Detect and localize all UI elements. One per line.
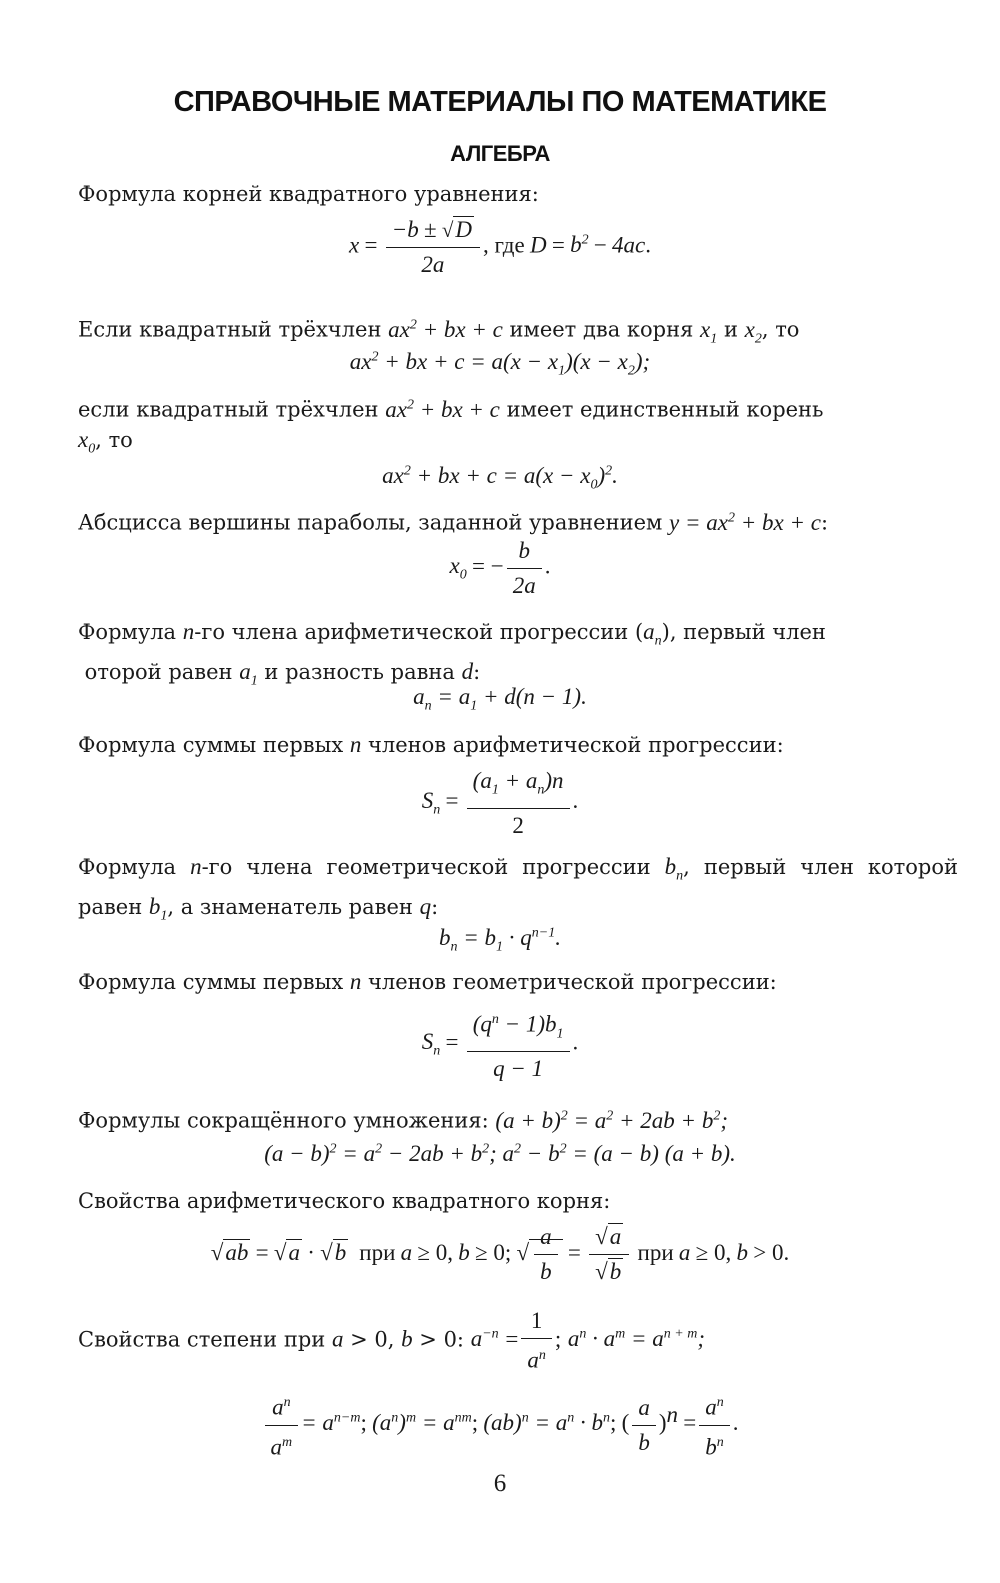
arithmetic-nth-term-formula: $a_n = a_1 + d(n - 1)$. bbox=[413, 684, 587, 714]
quadratic-roots-text: Формула корней квадратного уравнения: bbox=[78, 182, 539, 206]
section-title: АЛГЕБРА bbox=[450, 141, 550, 166]
arithmetic-sum-text: Формула суммы первых n членов арифметической прогрессии: bbox=[78, 732, 784, 757]
parabola-vertex-text: Абсцисса вершины параболы, заданной уравнением $y = ax^2$ + bx + c: bbox=[78, 509, 829, 535]
quadratic-roots-formula: x = $\frac{-b \pm √D}{2a}$ , где $D = b^2 - 4ac$. bbox=[348, 217, 652, 277]
short-multiplication-formula: $(a - b)^2 = a^2 - 2ab + b^2$; $a^2 - b^2 = (a - b) (a + b)$. bbox=[264, 1140, 736, 1166]
factorization-single-root-text: если квадратный трёхчлен $ax^2$ + bx + c имеет единственный корень $x_0$, то bbox=[78, 396, 824, 457]
short-multiplication-text: Формулы сокращённого умножения: $(a + b)^2 = a^2 + 2ab + b^2$; bbox=[78, 1107, 728, 1133]
parabola-vertex-formula: $x_0$ = − $\frac{b}{2a}$ . bbox=[449, 538, 551, 598]
factorization-single-root-formula: $ax^2$ + bx + $c = a(x - x_0)^2$. bbox=[382, 462, 618, 493]
power-properties-formula: $\frac{a^n}{a^m}$ = $a^{n-m}$; $(a^n)^m = a^{nm}$; $(ab)^n = a^n \cdot b^n$; ( $\frac{a}{b}$ )$^n$ = $\frac{a^n}{b^n}$ . bbox=[0, 1388, 1000, 1462]
sqrt-properties-formula: √ab = √a · √b при a ≥ 0, b ≥ 0; √ $\frac{a}{b}$ = $\frac{√a}{√b}$ при a ≥ 0, b > 0. bbox=[210, 1224, 790, 1285]
factorization-two-roots-text: Если квадратный трёхчлен $ax^2$ + bx + c имеет два корня $x_1$ и $x_2$, то bbox=[78, 316, 800, 347]
geometric-nth-term-text: Формула n-го члена геометрической прогрессии $b_n$, первый член которой равен $b_1$, а знаменатель равен q: bbox=[78, 854, 958, 924]
geometric-sum-formula: $S_n$ = $\frac{(q^n - 1)b_1}{q - 1}$ . bbox=[0, 1005, 1000, 1084]
arithmetic-sum-formula: $S_n$ = $\frac{(a_1 + a_n)n}{2}$ . bbox=[421, 768, 579, 838]
factorization-two-roots-formula: $ax^2$ + bx + $c = a(x - x_1)(x - x_2)$; bbox=[349, 348, 651, 379]
arithmetic-nth-term-text: Формула n-го члена арифметической прогрессии $(a_n)$, первый член оторой равен $a_1$ и разность равна d: bbox=[78, 619, 826, 689]
geometric-nth-term-formula: $b_n = b_1 \cdot q^{n-1}$. bbox=[439, 924, 561, 955]
power-properties-text: Свойства степени при a > 0, b > 0: $a^{-n}$ = $\frac{1}{a^n}$ ; $a^n \cdot a^m = a^{n + m}$; bbox=[78, 1308, 706, 1373]
sqrt-properties-text: Свойства арифметического квадратного корня: bbox=[78, 1189, 611, 1213]
geometric-sum-text: Формула суммы первых n членов геометрической прогрессии: bbox=[78, 969, 777, 994]
page-title: СПРАВОЧНЫЕ МАТЕРИАЛЫ ПО МАТЕМАТИКЕ bbox=[173, 86, 827, 118]
page-number: 6 bbox=[493, 1470, 507, 1497]
